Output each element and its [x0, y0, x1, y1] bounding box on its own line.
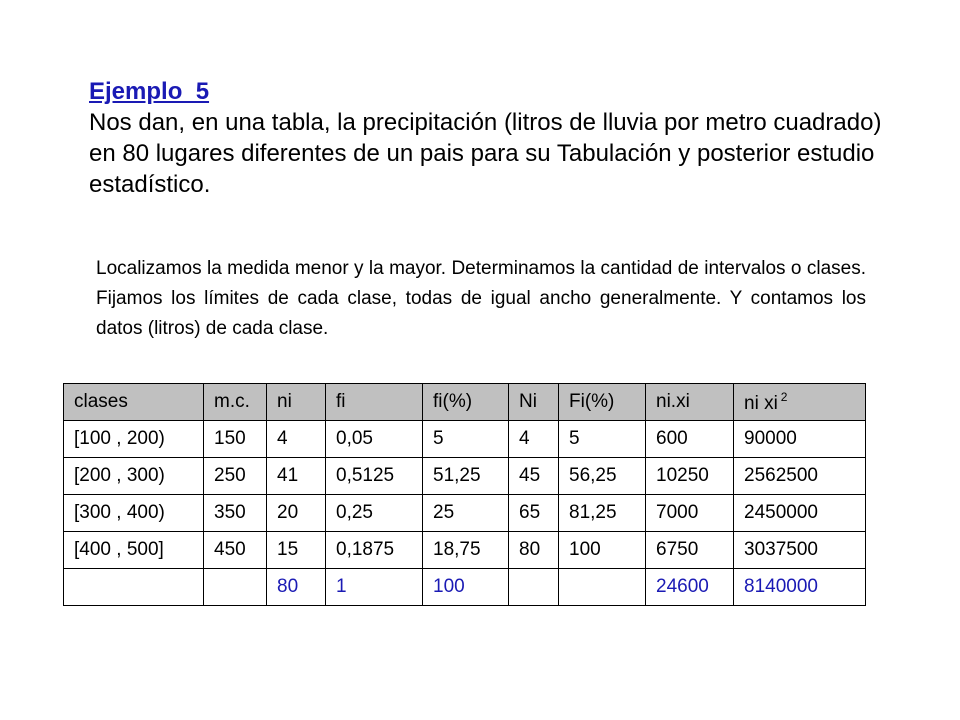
table-cell: 2562500 [734, 458, 866, 495]
header-ni-xi: ni.xi [646, 384, 734, 421]
table-cell: [200 , 300) [64, 458, 204, 495]
table-cell: 6750 [646, 532, 734, 569]
table-cell: 41 [267, 458, 326, 495]
header-fi: fi [326, 384, 423, 421]
table-cell: 5 [559, 421, 646, 458]
table-cell: 150 [204, 421, 267, 458]
total-cell [204, 569, 267, 606]
title-block [89, 76, 889, 200]
header-ni-xi2 [734, 384, 866, 421]
total-fi-percent: 100 [423, 569, 509, 606]
table-cell: 3037500 [734, 532, 866, 569]
table-cell: 100 [559, 532, 646, 569]
table-row [64, 421, 866, 458]
header-exponent: 2 [780, 389, 788, 404]
header-fi-percent: fi(%) [423, 384, 509, 421]
table-cell: 56,25 [559, 458, 646, 495]
table-cell: 2450000 [734, 495, 866, 532]
table-cell: 81,25 [559, 495, 646, 532]
table-cell: 450 [204, 532, 267, 569]
table-cell: 0,05 [326, 421, 423, 458]
table-cell: 350 [204, 495, 267, 532]
table-cell: 4 [267, 421, 326, 458]
header-ni-xi2-label: ni xi [744, 392, 778, 414]
table-cell: 0,25 [326, 495, 423, 532]
table-cell: 0,1875 [326, 532, 423, 569]
table-row [64, 532, 866, 569]
frequency-table [63, 383, 866, 606]
table-cell: 0,5125 [326, 458, 423, 495]
example-heading: Ejemplo_5 [89, 78, 210, 105]
header-marca-clase: m.c. [204, 384, 267, 421]
table-cell: 250 [204, 458, 267, 495]
table-cell: 4 [509, 421, 559, 458]
table-cell: 51,25 [423, 458, 509, 495]
header-Fi-percent: Fi(%) [559, 384, 646, 421]
table-cell: 7000 [646, 495, 734, 532]
table-cell: [400 , 500] [64, 532, 204, 569]
total-fi: 1 [326, 569, 423, 606]
total-cell [64, 569, 204, 606]
total-cell [559, 569, 646, 606]
header-ni: ni [267, 384, 326, 421]
total-ni: 80 [267, 569, 326, 606]
table-cell: 5 [423, 421, 509, 458]
table-cell: 18,75 [423, 532, 509, 569]
table-header-row [64, 384, 866, 421]
table-cell: [300 , 400) [64, 495, 204, 532]
header-Ni: Ni [509, 384, 559, 421]
table-cell: 10250 [646, 458, 734, 495]
table-cell: 45 [509, 458, 559, 495]
table-cell: 20 [267, 495, 326, 532]
table-row [64, 458, 866, 495]
table-cell: 25 [423, 495, 509, 532]
table-cell: 15 [267, 532, 326, 569]
table-cell: 65 [509, 495, 559, 532]
table-cell: 600 [646, 421, 734, 458]
header-clases: clases [64, 384, 204, 421]
steps-paragraph: Localizamos la medida menor y la mayor. Determinamos la cantidad de intervalos o clases. Fijamos los límites de cada clase, todas de igual ancho generalmente. Y contamos los datos (litros) de cada clase. [96, 258, 866, 339]
total-ni-xi: 24600 [646, 569, 734, 606]
table-cell: 80 [509, 532, 559, 569]
total-cell [509, 569, 559, 606]
table-cell: [100 , 200) [64, 421, 204, 458]
table-cell: 90000 [734, 421, 866, 458]
total-ni-xi2: 8140000 [734, 569, 866, 606]
intro-paragraph: Nos dan, en una tabla, la precipitación (litros de lluvia por metro cuadrado) en 80 lugares diferentes de un pais para su Tabulación y posterior estudio estadístico. [89, 109, 882, 198]
totals-row [64, 569, 866, 606]
table-row [64, 495, 866, 532]
